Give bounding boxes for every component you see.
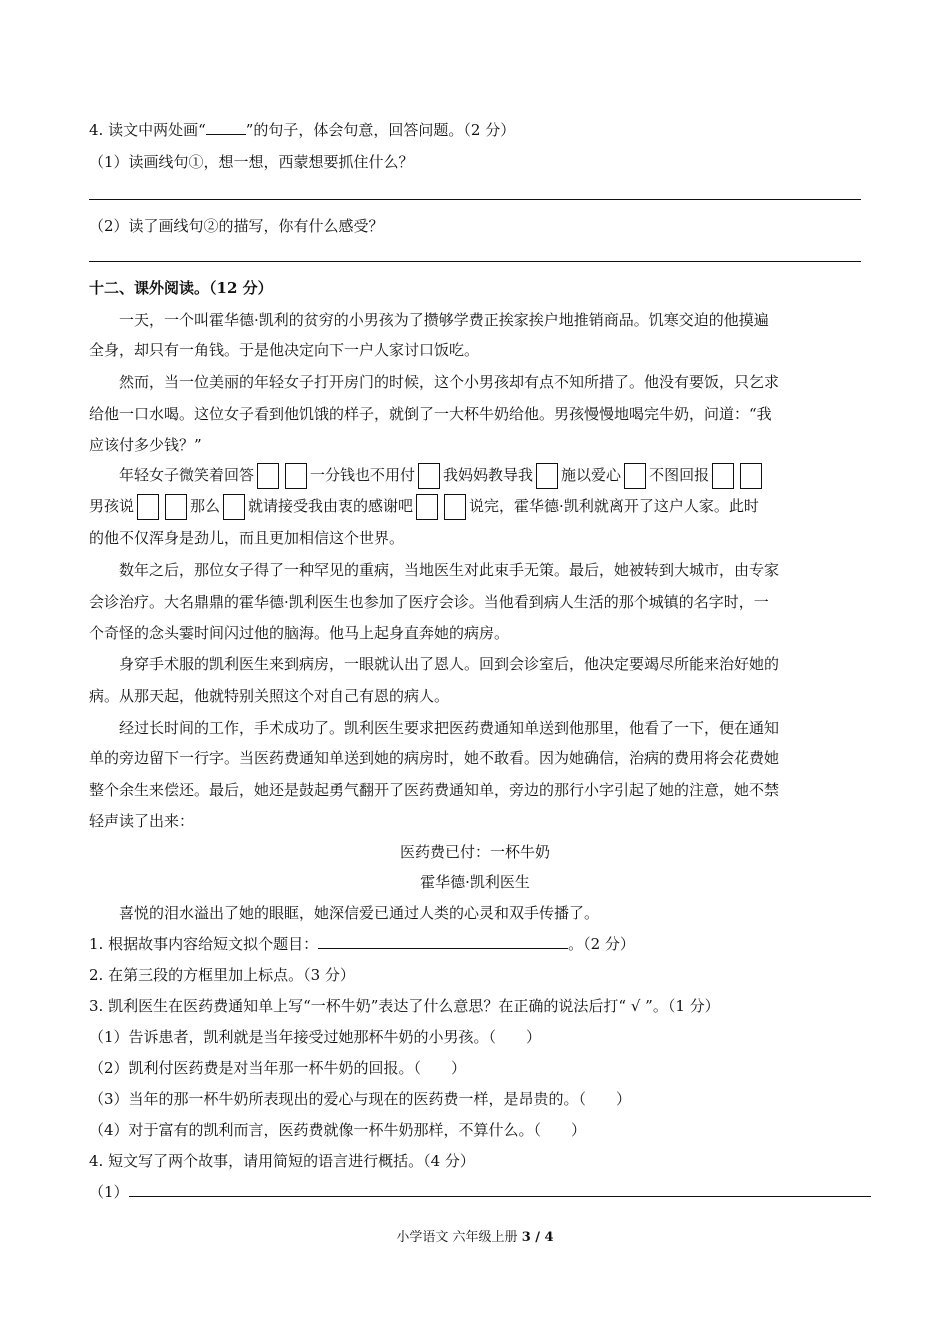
punctuation-box[interactable]: [536, 463, 558, 489]
passage-line: 应该付多少钱？”: [89, 436, 202, 454]
punctuation-box[interactable]: [444, 494, 466, 520]
question-3-option[interactable]: （3）当年的那一杯牛奶所表现出的爱心与现在的医药费一样，是昂贵的。（ ）: [89, 1090, 632, 1108]
passage-line: 个奇怪的念头霎时间闪过他的脑海。他马上起身直奔她的病房。: [89, 624, 510, 642]
punctuation-box[interactable]: [223, 494, 245, 520]
punctuation-box[interactable]: [418, 463, 440, 489]
passage-line: 病。从那天起，他就特别关照这个对自己有恩的病人。: [89, 687, 450, 705]
punctuation-box[interactable]: [740, 463, 762, 489]
question-4-prev-sub2: （2）读了画线句②的描写，你有什么感受？: [89, 217, 384, 235]
question-3-option[interactable]: （1）告诉患者，凯利就是当年接受过她那杯牛奶的小男孩。（ ）: [89, 1028, 542, 1046]
section-heading: 十二、课外阅读。（12 分）: [89, 279, 273, 297]
answer-line[interactable]: [89, 261, 861, 262]
answer-line[interactable]: [129, 1182, 871, 1197]
passage-line: 数年之后，那位女子得了一种罕见的重病，当地医生对此束手无策。最后，她被转到大城市，由专家: [119, 561, 780, 579]
answer-line[interactable]: [89, 199, 861, 200]
passage-line: 单的旁边留下一行字。当医药费通知单送到她的病房时，她不敢看。因为她确信，治病的费用将会花费她: [89, 749, 780, 767]
punctuation-box[interactable]: [285, 463, 307, 489]
question-2: 2. 在第三段的方框里加上标点。（3 分）: [89, 966, 355, 984]
passage-line: 一天，一个叫霍华德·凯利的贫穷的小男孩为了攒够学费正挨家挨户地推销商品。饥寒交迫的他摸遍: [119, 311, 769, 329]
question-4-prev-sub1: （1）读画线句①，想一想，西蒙想要抓住什么？: [89, 153, 414, 171]
punctuation-box[interactable]: [712, 463, 734, 489]
question-3: 3. 凯利医生在医药费通知单上写“一杯牛奶”表达了什么意思？在正确的说法后打“ √ ”。（1 分）: [89, 997, 720, 1015]
page-footer: 小学语文 六年级上册 3 / 4: [396, 1230, 554, 1245]
question-4-prev: [89, 120, 515, 140]
passage-line: 给他一口水喝。这位女子看到他饥饿的样子，就倒了一大杯牛奶给他。男孩慢慢地喝完牛奶，问道：“我: [89, 405, 772, 423]
punctuation-box[interactable]: [624, 463, 646, 489]
note-line-1: 医药费已付：一杯牛奶: [399, 843, 550, 861]
passage-line: 轻声读了出来：: [89, 812, 195, 830]
passage-line: 然而，当一位美丽的年轻女子打开房门的时候，这个小男孩却有点不知所措了。他没有要饭，只乞求: [119, 373, 780, 391]
passage-boxes-line-1: 年轻女子微笑着回答 一分钱也不用付 我妈妈教导我 施以爱心 不图回报: [119, 462, 765, 489]
question-3-option[interactable]: （2）凯利付医药费是对当年那一杯牛奶的回报。（ ）: [89, 1059, 467, 1077]
punctuation-box[interactable]: [165, 494, 187, 520]
passage-line: 经过长时间的工作，手术成功了。凯利医生要求把医药费通知单送到他那里，他看了一下，便在通知: [119, 719, 780, 737]
underline-sample: [206, 120, 246, 135]
passage-boxes-line-2: 男孩说 那么 就请接受我由衷的感谢吧 说完，霍华德·凯利就离开了这户人家。此时: [89, 493, 759, 520]
title-answer-blank[interactable]: [318, 934, 568, 949]
note-line-2: 霍华德·凯利医生: [420, 873, 530, 891]
passage-line: 身穿手术服的凯利医生来到病房，一眼就认出了恩人。回到会诊室后，他决定要竭尽所能来治好她的: [119, 655, 780, 673]
question-1: 1. 根据故事内容给短文拟个题目： 。（2 分）: [89, 935, 635, 953]
page-number: 3 / 4: [521, 1230, 554, 1245]
punctuation-box[interactable]: [137, 494, 159, 520]
punctuation-box[interactable]: [416, 494, 438, 520]
punctuation-box[interactable]: [257, 463, 279, 489]
question-4-answer-1: （1）: [89, 1182, 871, 1202]
question-4-prev-text: 4. 读文中两处画“: [89, 121, 206, 139]
passage-line: 会诊治疗。大名鼎鼎的霍华德·凯利医生也参加了医疗会诊。当他看到病人生活的那个城镇的名字时，一: [89, 593, 769, 611]
passage-line: 全身，却只有一角钱。于是他决定向下一户人家讨口饭吃。: [89, 341, 480, 359]
passage-line: 喜悦的泪水溢出了她的眼眶，她深信爱已通过人类的心灵和双手传播了。: [119, 904, 600, 922]
question-4: 4. 短文写了两个故事，请用简短的语言进行概括。（4 分）: [89, 1152, 475, 1170]
passage-line: 整个余生来偿还。最后，她还是鼓起勇气翻开了医药费通知单，旁边的那行小字引起了她的注意，她不禁: [89, 781, 780, 799]
question-3-option[interactable]: （4）对于富有的凯利而言，医药费就像一杯牛奶那样，不算什么。（ ）: [89, 1121, 587, 1139]
passage-line: 的他不仅浑身是劲儿，而且更加相信这个世界。: [89, 529, 405, 547]
question-4-prev-text-end: ”的句子，体会句意，回答问题。（2 分）: [245, 121, 516, 139]
